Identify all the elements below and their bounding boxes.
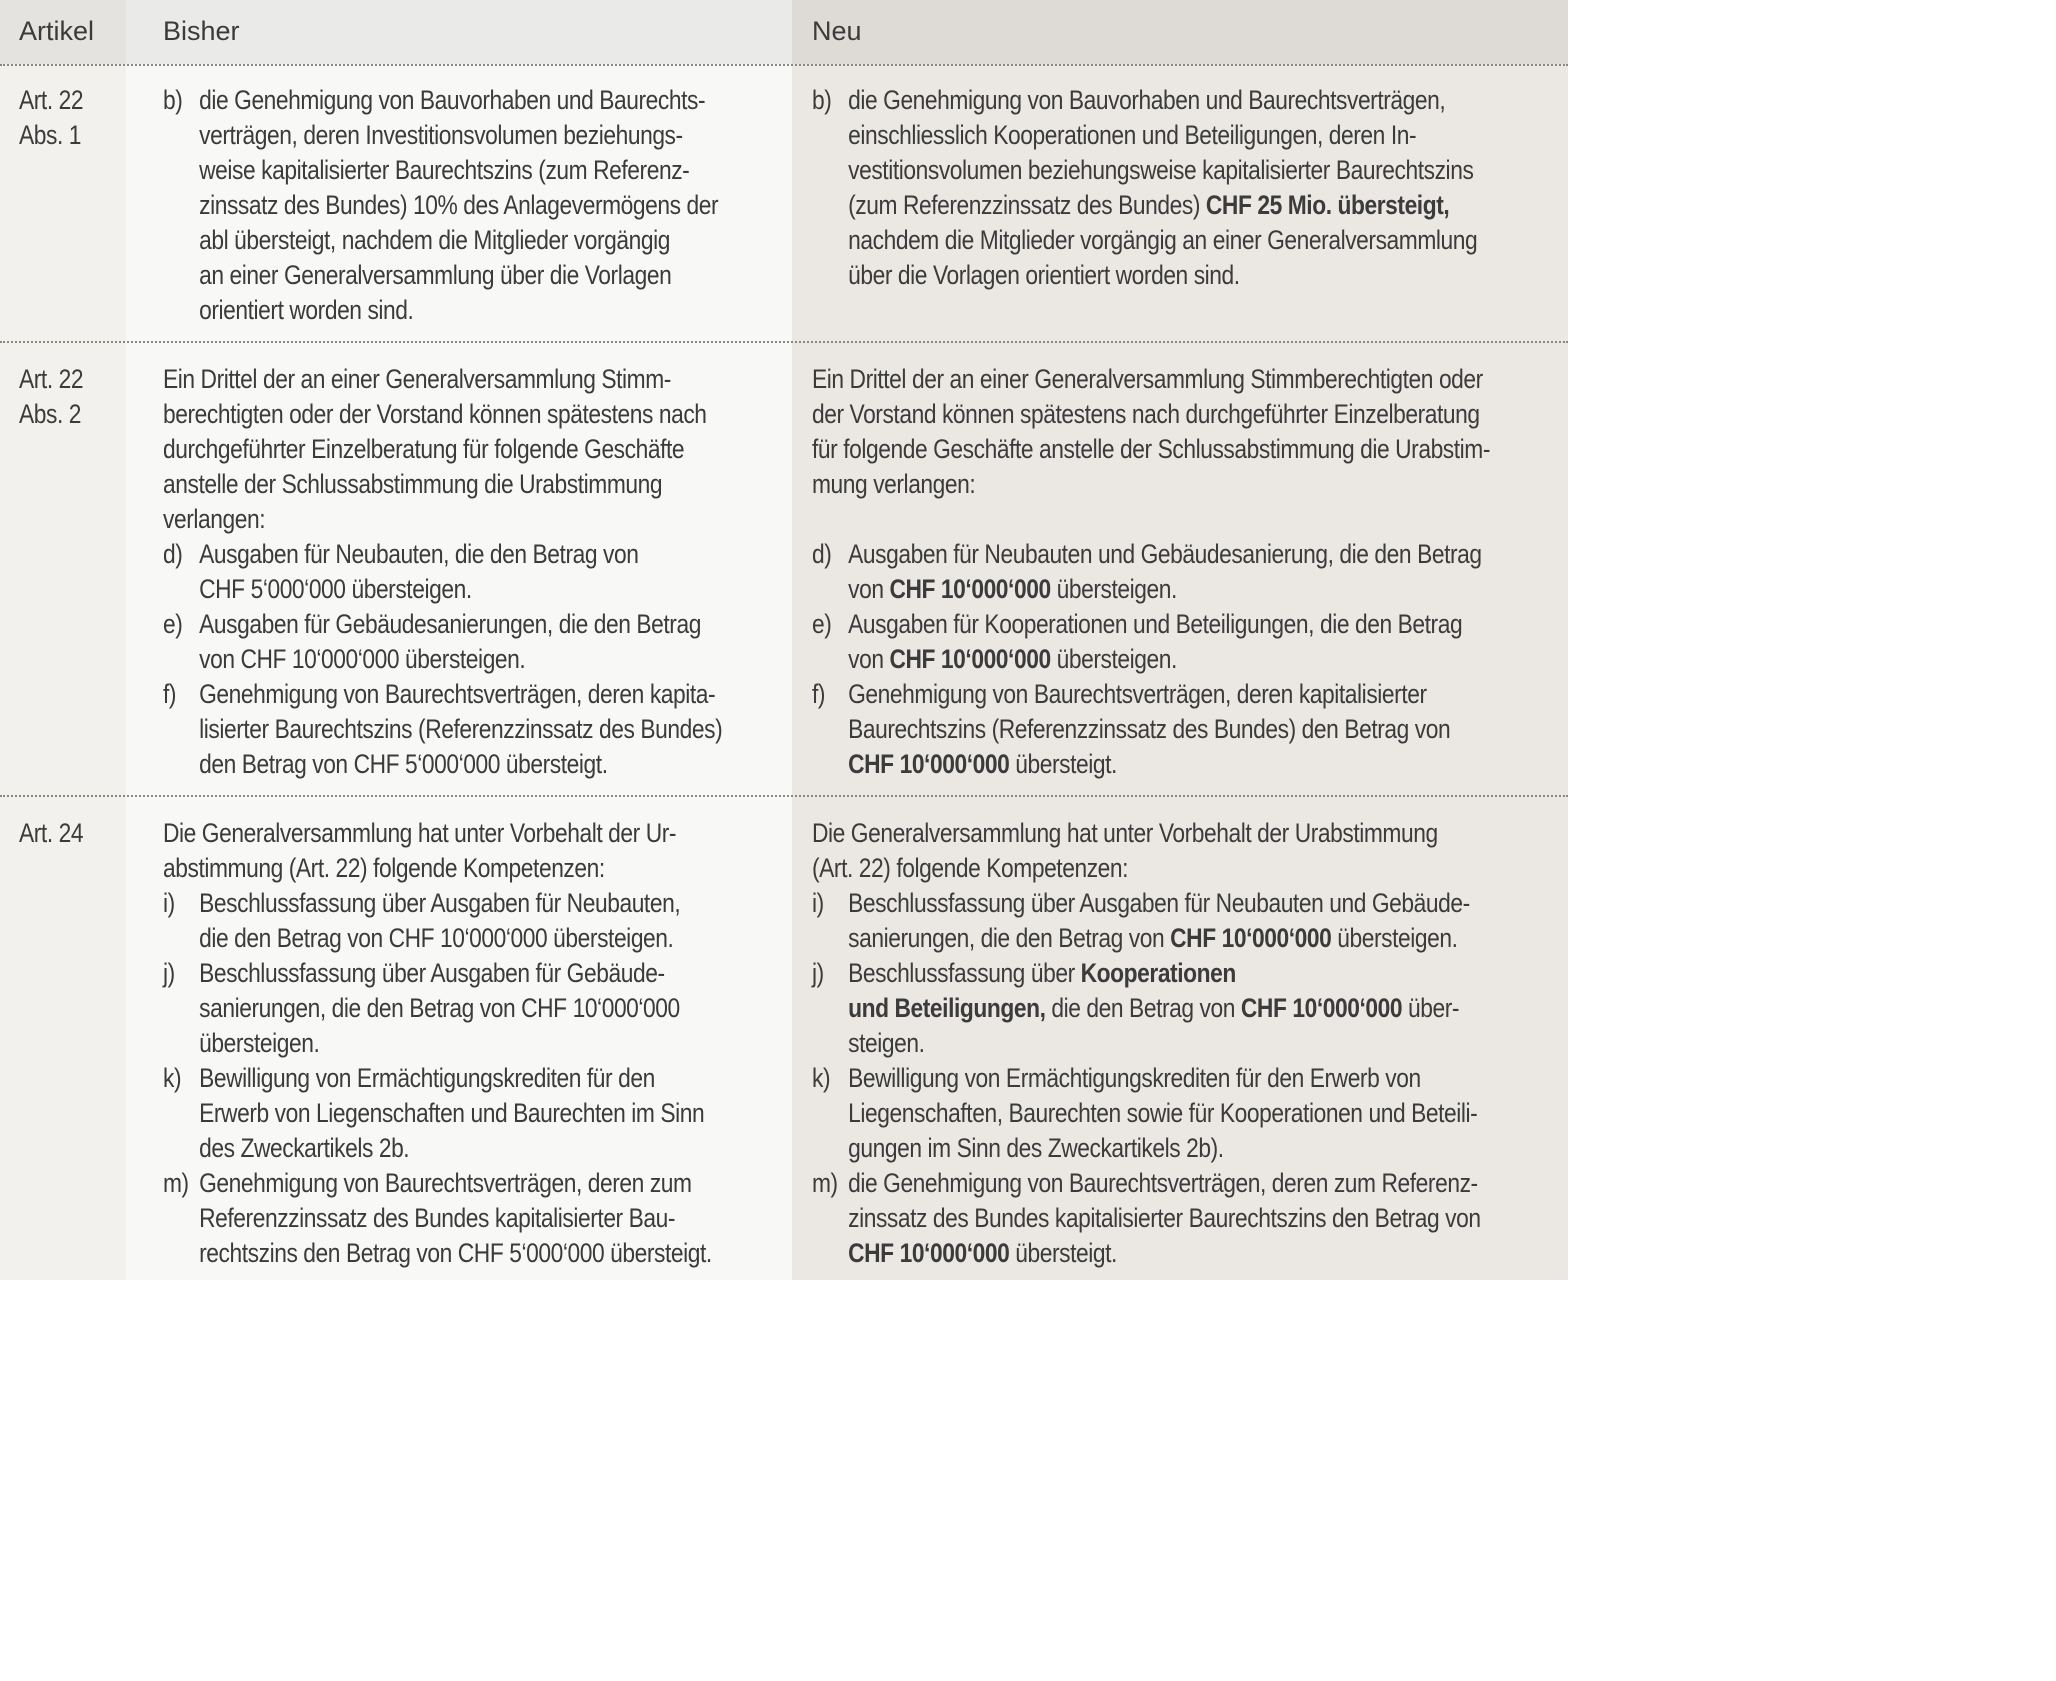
list-item: e) Ausgaben für Gebäudesanierungen, die den Betrag von CHF 10‘000‘000 übersteigen.	[163, 609, 701, 674]
header-neu: Neu	[812, 16, 862, 46]
list-item: j) Beschlussfassung über Kooperationen und Beteiligungen, die den Betrag von CHF 10‘000‘000 über- steigen.	[812, 958, 1460, 1058]
row-2-old: Ein Drittel der an einer Generalversammlung Stimm- berechtigten oder der Vorstand können spätestens nach durchgeführter Einzelberatung für folgende Geschäfte anstelle der Schlussabstimmung die Urabstimmung verlangen: d) Ausgaben für Neubauten, die den Betrag von CHF 5‘000‘000 übersteigen. e) Ausgaben für Gebäudesanierungen, die den Betrag von CHF 10‘000‘000 übersteigen. f) Genehmigung von Baurechtsverträgen, deren kapita- lisierter Baurechtszins (Referenzzinssatz des Bundes) den Betrag von CHF 5‘000‘000 übersteigt.	[163, 362, 722, 782]
list-item: j) Beschlussfassung über Ausgaben für Gebäude- sanierungen, die den Betrag von CHF 10‘000‘000 übersteigen.	[163, 958, 680, 1058]
list-item: b) die Genehmigung von Bauvorhaben und Baurechtsverträgen, einschliesslich Kooperationen und Beteiligungen, deren In- vestitionsvolumen beziehungsweise kapitalisierter Baurechtszins (zum Referenzzinssatz des Bundes) CHF 25 Mio. übersteigt, nachdem die Mitglieder vorgängig an einer Generalversammlung über die Vorlagen orientiert worden sind.	[812, 85, 1478, 290]
list-item: d) Ausgaben für Neubauten, die den Betrag von CHF 5‘000‘000 übersteigen.	[163, 539, 639, 604]
row-separator	[0, 341, 1568, 343]
row-1-article: Art. 22 Abs. 1	[19, 85, 84, 150]
list-item: i) Beschlussfassung über Ausgaben für Neubauten und Gebäude- sanierungen, die den Betrag von CHF 10‘000‘000 übersteigen.	[812, 888, 1470, 953]
row-3-new: Die Generalversammlung hat unter Vorbehalt der Urabstimmung (Art. 22) folgende Kompetenzen: i) Beschlussfassung über Ausgaben für Neubauten und Gebäude- sanierungen, die den Betrag von CHF 10‘000‘000 übersteigen. j) Beschlussfassung über Kooperationen und Beteiligungen, die den Betrag von CHF 10‘000‘000 über- steigen. k) Bewilligung von Ermächtigungskrediten für den Erwerb von Liegenschaften, Baurechten sowie für Kooperationen und Beteili- gungen im Sinn des Zweckartikels 2b). m) die Genehmigung von Baurechtsverträgen, deren zum Referenz- zinssatz des Bundes kapitalisierter Baurechtszins den Betrag von CHF 10‘000‘000 übersteigt.	[812, 816, 1481, 1271]
row-3-article: Art. 24	[19, 818, 84, 848]
row-3-old: Die Generalversammlung hat unter Vorbehalt der Ur- abstimmung (Art. 22) folgende Kompetenzen: i) Beschlussfassung über Ausgaben für Neubauten, die den Betrag von CHF 10‘000‘000 übersteigen. j) Beschlussfassung über Ausgaben für Gebäude- sanierungen, die den Betrag von CHF 10‘000‘000 übersteigen. k) Bewilligung von Ermächtigungskrediten für den Erwerb von Liegenschaften und Baurechten im Sinn des Zweckartikels 2b. m) Genehmigung von Baurechtsverträgen, deren zum Referenzzinssatz des Bundes kapitalisierter Bau- rechtszins den Betrag von CHF 5‘000‘000 übersteigt.	[163, 816, 712, 1271]
row-separator	[0, 64, 1568, 66]
row-2-new: Ein Drittel der an einer Generalversammlung Stimmberechtigten oder der Vorstand können spätestens nach durchgeführter Einzelberatung für folgende Geschäfte anstelle der Schlussabstimmung die Urabstim- mung verlangen: d) Ausgaben für Neubauten und Gebäudesanierung, die den Betrag von CHF 10‘000‘000 übersteigen. e) Ausgaben für Kooperationen und Beteiligungen, die den Betrag von CHF 10‘000‘000 übersteigen. f) Genehmigung von Baurechtsverträgen, deren kapitalisierter Baurechtszins (Referenzzinssatz des Bundes) den Betrag von CHF 10‘000‘000 übersteigt.	[812, 362, 1490, 782]
row-1-new	[812, 83, 1477, 293]
row-separator	[0, 795, 1568, 797]
list-item: b) die Genehmigung von Bauvorhaben und Baurechts- verträgen, deren Investitionsvolumen beziehungs- weise kapitalisierter Baurechtszins (zum Referenz- zinssatz des Bundes) 10% des Anlagevermögens der abl übersteigt, nachdem die Mitglieder vorgängig an einer Generalversammlung über die Vorlagen orientiert worden sind.	[163, 85, 719, 325]
list-item: d) Ausgaben für Neubauten und Gebäudesanierung, die den Betrag von CHF 10‘000‘000 übersteigen.	[812, 539, 1482, 604]
list-item: k) Bewilligung von Ermächtigungskrediten für den Erwerb von Liegenschaften, Baurechten sowie für Kooperationen und Beteili- gungen im Sinn des Zweckartikels 2b).	[812, 1063, 1478, 1163]
row-1-old	[163, 83, 718, 328]
list-item: m) Genehmigung von Baurechtsverträgen, deren zum Referenzzinssatz des Bundes kapitalisierter Bau- rechtszins den Betrag von CHF 5‘000‘000 übersteigt.	[163, 1168, 712, 1268]
list-item: e) Ausgaben für Kooperationen und Beteiligungen, die den Betrag von CHF 10‘000‘000 übersteigen.	[812, 609, 1463, 674]
list-item: f) Genehmigung von Baurechtsverträgen, deren kapita- lisierter Baurechtszins (Referenzzinssatz des Bundes) den Betrag von CHF 5‘000‘000 übersteigt.	[163, 679, 723, 779]
list-item: i) Beschlussfassung über Ausgaben für Neubauten, die den Betrag von CHF 10‘000‘000 übersteigen.	[163, 888, 681, 953]
header-bisher: Bisher	[163, 16, 240, 46]
list-item: k) Bewilligung von Ermächtigungskrediten für den Erwerb von Liegenschaften und Baurechten im Sinn des Zweckartikels 2b.	[163, 1063, 705, 1163]
list-item: m) die Genehmigung von Baurechtsverträgen, deren zum Referenz- zinssatz des Bundes kapitalisierter Baurechtszins den Betrag von CHF 10‘000‘000 übersteigt.	[812, 1168, 1481, 1268]
article-column-bg	[0, 0, 126, 1280]
header-artikel: Artikel	[19, 16, 95, 46]
row-2-article: Art. 22 Abs. 2	[19, 364, 84, 429]
list-item: f) Genehmigung von Baurechtsverträgen, deren kapitalisierter Baurechtszins (Referenzzinssatz des Bundes) den Betrag von CHF 10‘000‘000 übersteigt.	[812, 679, 1451, 779]
